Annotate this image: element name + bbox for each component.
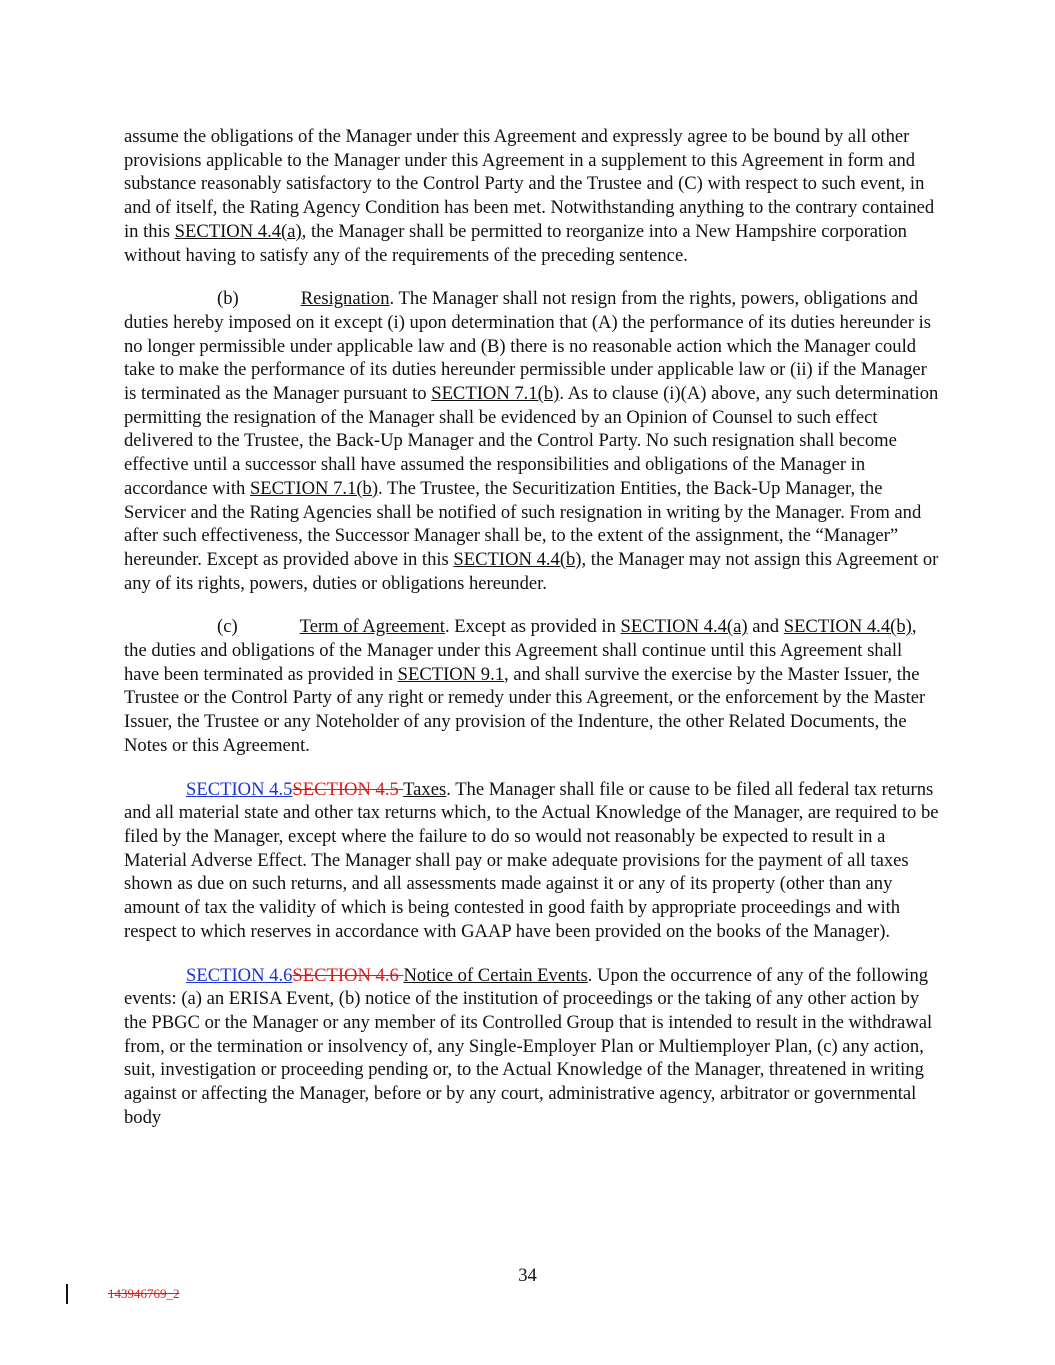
text: . The Manager shall file or cause to be filed all federal tax returns and all material state and other tax returns which, to the Actual Knowledge of the Manager, are required to be filed by the Manager, except where the failure to do so would not reasonably be expected to result in a Material Adverse Effect. The Manager shall pay or make adequate provisions for the payment of all taxes shown as due on such returns, and all assessments made against it or any of its property (other than any amount of tax the validity of which is being contested in good faith by appropriate proceedings and with respect to which reserves in accordance with GAAP have been provided on the books of the Manager). bbox=[124, 778, 939, 942]
subsection-label: (b) bbox=[217, 288, 239, 310]
section-heading: Notice of Certain Events bbox=[403, 964, 588, 986]
paragraph-4-4b-resignation bbox=[124, 287, 939, 595]
text: , the duties and obligations of the Manager under this Agreement shall continue until this Agreement shall have been terminated as provided in bbox=[124, 616, 917, 685]
text: assume the obligations of the Manager under this Agreement and expressly agree to be bound by all other provisions applicable to the Manager under this Agreement in a supplement to this Agreement in form and substance reasonably satisfactory to the Control Party and the Trustee and (C) with respect to such event, in and of itself, the Rating Agency Condition has been met. Notwithstanding anything to the contrary contained in this bbox=[124, 126, 935, 242]
text: the Manager may not assign this Agreement or any of its rights, powers, duties or obligations hereunder. bbox=[124, 548, 939, 594]
text: and bbox=[747, 616, 784, 638]
deleted-section-number: SECTION 4.5 bbox=[292, 778, 404, 800]
section-reference: SECTION 7.1(b) bbox=[249, 477, 379, 499]
section-reference: SECTION 4.4(a) bbox=[620, 616, 748, 638]
subsection-heading: Term of Agreement bbox=[299, 616, 445, 638]
deleted-section-number: SECTION 4.6 bbox=[292, 964, 404, 986]
text: . Except as provided in bbox=[444, 616, 621, 638]
section-reference: SECTION 4.4(a) bbox=[174, 220, 302, 242]
section-heading: Taxes bbox=[403, 778, 447, 800]
text: , the Manager shall be permitted to reorganize into a New Hampshire corporation without having to satisfy any of the requirements of the preceding sentence. bbox=[124, 220, 907, 266]
section-reference: SECTION 9.1 bbox=[397, 663, 505, 685]
subsection-heading: Resignation bbox=[300, 288, 390, 310]
document-body bbox=[124, 125, 939, 1149]
paragraph-4-4a-continuation bbox=[124, 125, 939, 267]
text: . Upon the occurrence of any of the following events: (a) an ERISA Event, (b) notice of the institution of proceedings or the taking of any other action by the PBGC or the Manager or any member of its Controlled Group that is intended to result in the withdrawal from, or the termination or insolvency of, any Single-Employer Plan or Multiemployer Plan, (c) any action, suit, investigation or proceeding pending or, to the Actual Knowledge of the Manager, threatened in writing against or affecting the Manager, before or by any court, administrative agency, arbitrator or governmental body bbox=[124, 964, 933, 1128]
section-reference: SECTION 4.4(b) bbox=[783, 616, 912, 638]
section-4-6-notice bbox=[124, 964, 939, 1130]
text: . The Manager shall not resign from the rights, powers, obligations and duties hereby imposed on it except (i) upon determination that (A) the performance of its duties hereunder is no longer permissible under applicable law and (B) there is no reasonable action which the Manager could take to make the performance of its duties hereunder permissible under applicable law or (ii) if the Manager is terminated as the Manager pursuant to bbox=[124, 288, 932, 405]
change-bar bbox=[66, 1284, 68, 1304]
section-reference: SECTION 7.1(b) bbox=[431, 383, 560, 405]
document-id: 143946769_2 bbox=[108, 1286, 180, 1301]
inserted-section-number: SECTION 4.5 bbox=[186, 778, 293, 800]
section-reference: SECTION 4.4(b), bbox=[453, 548, 587, 570]
subsection-label: (c) bbox=[217, 616, 238, 638]
inserted-section-number: SECTION 4.6 bbox=[186, 964, 293, 986]
section-4-5-taxes bbox=[124, 778, 939, 944]
page-number: 34 bbox=[518, 1265, 537, 1286]
text: , and shall survive the exercise by the Master Issuer, the Trustee or the Control Party of any right or remedy under this Agreement, or the enforcement by the Master Issuer, the Trustee or any Noteholder of any provision of the Indenture, the other Related Documents, the Notes or this Agreement. bbox=[124, 663, 926, 756]
paragraph-4-4c-term bbox=[124, 615, 939, 757]
text: . As to clause (i)(A) above, any such determination permitting the resignation of the Manager shall be evidenced by an Opinion of Counsel to such effect delivered to the Trustee, the Back-Up Manager and the Control Party. No such resignation shall become effective until a successor shall have assumed the responsibilities and obligations of the Manager in accordance with bbox=[124, 383, 939, 499]
text: . The Trustee, the Securitization Entities, the Back-Up Manager, the Servicer and the Rating Agencies shall be notified of such resignation in writing by the Manager. From and after such effectiveness, the Successor Manager shall be, to the extent of the assignment, the “Manager” hereunder. Except as provided above in this bbox=[124, 477, 922, 570]
